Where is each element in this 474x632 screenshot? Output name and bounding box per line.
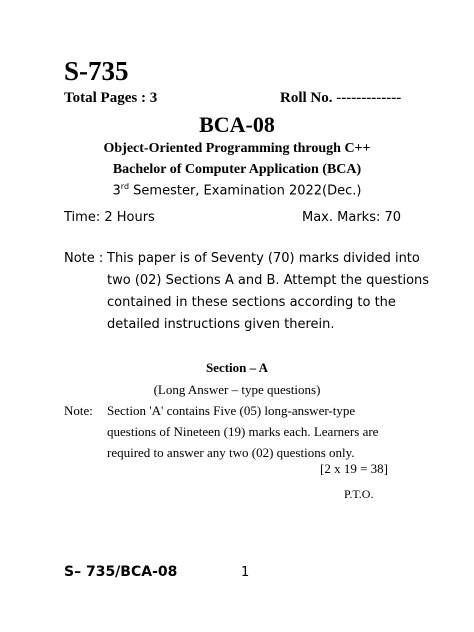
programme-title: Bachelor of Computer Application (BCA) xyxy=(112,162,362,177)
note-label: Note : xyxy=(64,251,104,266)
semester-text: Semester, Examination 2022(Dec.) xyxy=(129,183,362,199)
paper-code: S-735 xyxy=(64,56,129,86)
footer-paper-code: S– 735/BCA-08 xyxy=(64,564,178,580)
note-line: two (02) Sections A and B. Attempt the questions xyxy=(107,273,430,288)
note-line: detailed instructions given therein. xyxy=(107,317,335,332)
section-note-line: required to answer any two (02) questions only. xyxy=(107,445,355,460)
course-code: BCA-08 xyxy=(199,112,275,137)
note-line: contained in these sections according to the xyxy=(107,295,396,310)
section-note-line: Section 'A' contains Five (05) long-answer-type xyxy=(107,403,356,418)
pto-marker: P.T.O. xyxy=(344,487,374,501)
marks-formula: [2 x 19 = 38] xyxy=(320,461,388,476)
semester-line xyxy=(0,182,474,198)
max-marks: Max. Marks: 70 xyxy=(302,210,402,225)
section-note-line: questions of Nineteen (19) marks each. Learners are xyxy=(107,424,379,439)
total-pages: Total Pages : 3 xyxy=(64,90,158,106)
section-title: Section – A xyxy=(205,360,269,375)
exam-time: Time: 2 Hours xyxy=(64,210,155,225)
semester-number: 3 xyxy=(112,183,121,199)
page-number: 1 xyxy=(241,565,250,580)
roll-number-field: Roll No. ------------- xyxy=(280,90,402,106)
subject-title: Object-Oriented Programming through C++ xyxy=(103,141,371,156)
section-subtitle: (Long Answer – type questions) xyxy=(153,382,321,397)
note-line: This paper is of Seventy (70) marks divided into xyxy=(107,251,420,266)
semester-ordinal-suffix: rd xyxy=(120,182,130,191)
section-note-label: Note: xyxy=(64,403,93,418)
